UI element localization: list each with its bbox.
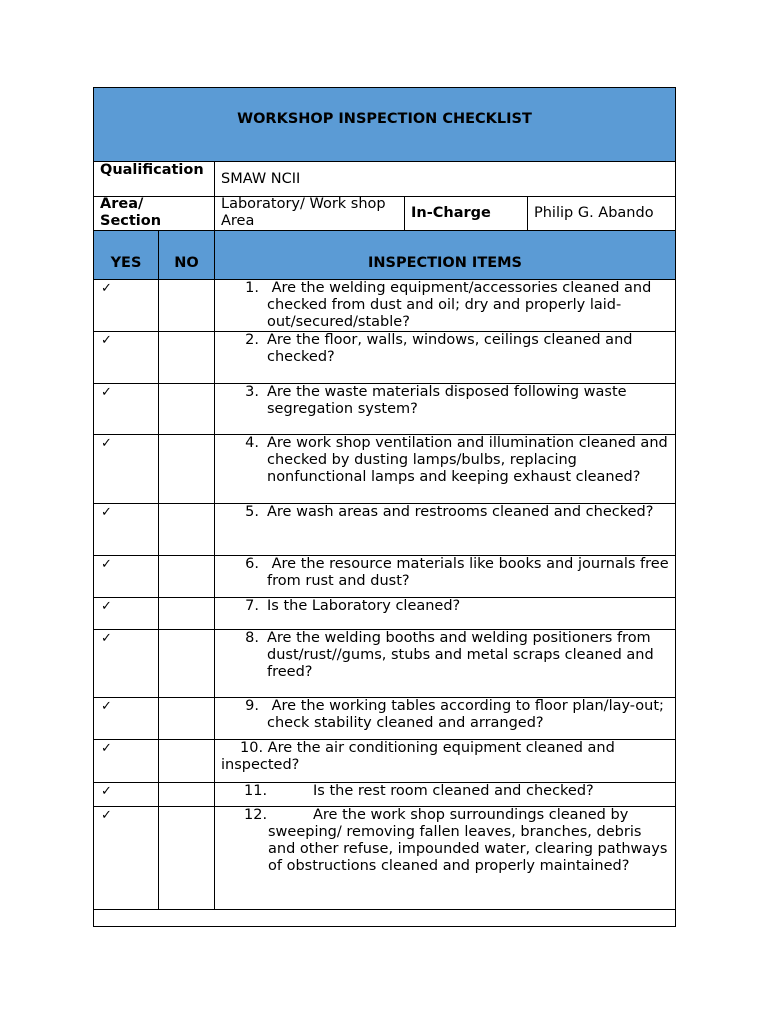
item-text: Are wash areas and restrooms cleaned and checked? (267, 504, 654, 520)
qualification-value: SMAW NCII (221, 171, 301, 187)
item-text: Are the floor, walls, windows, ceilings cleaned and checked? (267, 332, 633, 365)
yes-check-mark: ✓ (101, 699, 112, 714)
yes-check-mark: ✓ (101, 784, 112, 799)
item-number: 3. (245, 384, 259, 400)
item-number: 8. (245, 630, 259, 646)
inspection-items-header: INSPECTION ITEMS (367, 255, 522, 271)
item-text: Are the welding booths and welding positioners from dust/rust//gums, stubs and metal scraps cleaned and freed? (267, 630, 654, 680)
yes-check-mark: ✓ (101, 631, 112, 646)
yes-check-mark: ✓ (101, 741, 112, 756)
item-text: Are the working tables according to floor plan/lay-out; check stability cleaned and arranged? (267, 698, 669, 731)
in-charge-label: In-Charge (411, 205, 491, 221)
item-number: 2. (245, 332, 259, 348)
item-text: Are the welding equipment/accessories cleaned and checked from dust and oil; dry and properly laid-out/secured/stable? (267, 280, 656, 330)
item-text: Are the work shop surroundings cleaned by sweeping/ removing fallen leaves, branches, debris and other refuse, impounded water, clearing pathways of obstructions cleaned and properly maintained? (268, 807, 668, 874)
yes-check-mark: ✓ (101, 281, 112, 296)
item-number: 10. (240, 740, 264, 756)
yes-check-mark: ✓ (101, 385, 112, 400)
item-number: 12. (244, 807, 268, 823)
item-number: 7. (245, 598, 259, 614)
no-column-header: NO (174, 255, 199, 271)
item-number: 5. (245, 504, 259, 520)
item-number: 11. (244, 783, 268, 799)
item-number: 4. (245, 435, 259, 451)
item-text: Are the resource materials like books and journals free from rust and dust? (267, 556, 674, 589)
item-text: Is the Laboratory cleaned? (267, 598, 461, 614)
item-text: 10. Are the air conditioning equipment cleaned and inspected? (221, 740, 615, 773)
item-text: Are the waste materials disposed following waste segregation system? (267, 384, 627, 417)
area-label: Area/ Section (100, 196, 162, 229)
area-value: Laboratory/ Work shop Area (221, 196, 386, 229)
page-title: WORKSHOP INSPECTION CHECKLIST (237, 111, 532, 127)
item-number: 6. (245, 556, 259, 572)
yes-check-mark: ✓ (101, 599, 112, 614)
item-text: Are work shop ventilation and illumination cleaned and checked by dusting lamps/bulbs, replacing nonfunctional lamps and keeping exhaust cleaned? (267, 435, 668, 485)
yes-check-mark: ✓ (101, 436, 112, 451)
item-text: Is the rest room cleaned and checked? (313, 783, 594, 799)
yes-check-mark: ✓ (101, 333, 112, 348)
qualification-label: Qualification (100, 162, 204, 178)
yes-check-mark: ✓ (101, 557, 112, 572)
yes-column-header: YES (110, 255, 142, 271)
yes-check-mark: ✓ (101, 808, 112, 823)
yes-check-mark: ✓ (101, 505, 112, 520)
item-number: 9. (245, 698, 259, 714)
in-charge-value: Philip G. Abando (534, 205, 654, 221)
item-number: 1. (245, 280, 259, 296)
